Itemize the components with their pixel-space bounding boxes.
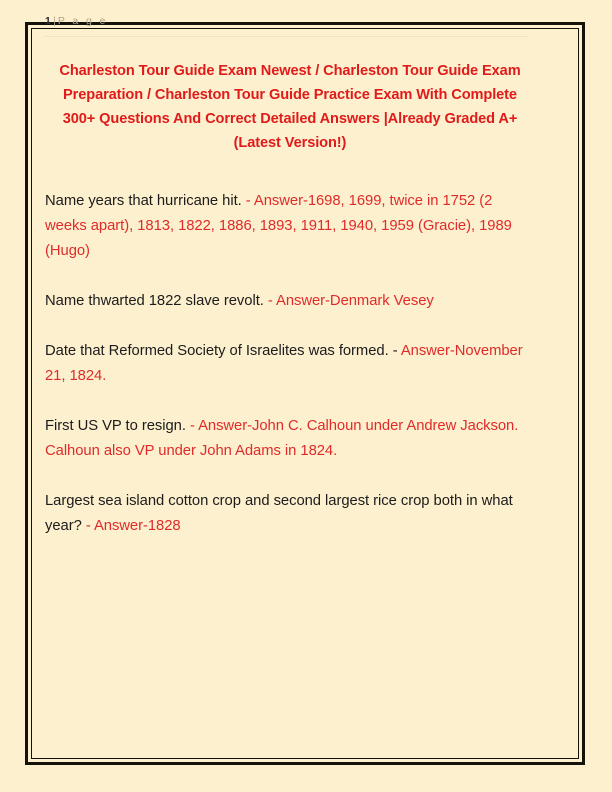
document-title: Charleston Tour Guide Exam Newest / Charleston Tour Guide Exam Preparation / Charleston Tour Guide Practice Exam With Complete 300+ Questions And Correct Detailed Answers |Already Graded A+(Latest Version!) (59, 63, 521, 151)
qa-answer: Answer-November 21, 1824. (45, 343, 523, 384)
qa-question: Name years that hurricane hit. (45, 193, 242, 209)
running-header (45, 12, 535, 31)
qa-question: First US VP to resign. (45, 418, 186, 434)
qa-answer: Answer-1698, 1699, twice in 1752 (2 weeks apart), 1813, 1822, 1886, 1893, 1911, 1940, 1959 (Gracie), 1989 (Hugo) (45, 193, 512, 259)
qa-block (45, 414, 535, 464)
qa-block (45, 339, 535, 389)
header-separator: | (53, 15, 56, 27)
qa-separator-dash: - (263, 293, 277, 309)
question-answer-list (45, 189, 535, 539)
qa-separator-dash: - (388, 343, 401, 359)
qa-answer: Answer-Denmark Vesey (276, 293, 434, 309)
qa-separator-dash: - (81, 518, 94, 534)
qa-block (45, 489, 535, 539)
qa-answer: Answer-1828 (93, 518, 181, 534)
header-page-number: 1 (45, 15, 52, 27)
qa-block (45, 189, 535, 264)
qa-question: Name thwarted 1822 slave revolt. (45, 293, 264, 309)
qa-separator-dash: - (185, 418, 199, 434)
qa-block (45, 289, 535, 314)
page-content (45, 12, 535, 564)
qa-question: Largest sea island cotton crop and second largest rice crop both in what year? (45, 493, 513, 534)
header-page-label: P a g e (57, 15, 108, 27)
qa-separator-dash: - (241, 193, 254, 209)
qa-question: Date that Reformed Society of Israelites was formed. (45, 343, 389, 359)
qa-answer: Answer-John C. Calhoun under Andrew Jackson. Calhoun also VP under John Adams in 1824. (45, 418, 519, 459)
header-divider (45, 36, 529, 37)
